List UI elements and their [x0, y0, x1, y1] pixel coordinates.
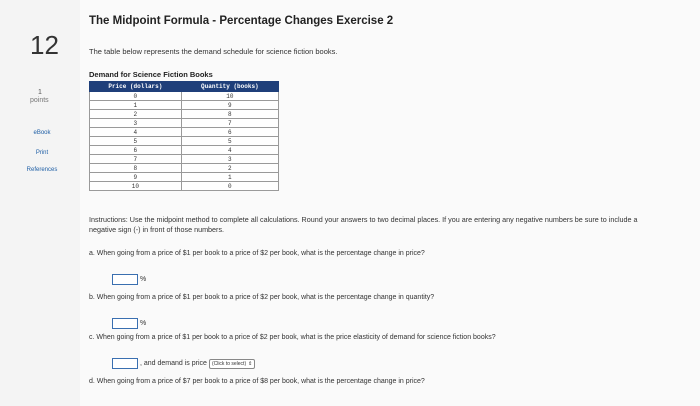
table-row	[90, 164, 279, 173]
page-title: The Midpoint Formula - Percentage Changes Exercise 2	[89, 15, 394, 27]
quantity-cell: 10	[181, 92, 278, 101]
price-cell: 4	[90, 128, 182, 137]
quantity-cell: 5	[181, 137, 278, 146]
table-row	[90, 128, 279, 137]
instructions-label: Instructions:	[89, 215, 128, 224]
quantity-cell: 2	[181, 164, 278, 173]
price-cell: 10	[90, 182, 182, 191]
quantity-cell: 8	[181, 110, 278, 119]
quantity-cell: 1	[181, 173, 278, 182]
sidebar	[0, 0, 80, 406]
percent-unit: %	[140, 320, 147, 327]
price-cell: 0	[90, 92, 182, 101]
points-value: 1	[38, 89, 42, 96]
instructions	[89, 215, 664, 235]
quantity-header: Quantity (books)	[181, 82, 278, 92]
chevron-down-icon: ⇕	[248, 360, 253, 367]
question-a: a. When going from a price of $1 per book to a price of $2 per book, what is the percentage change in price?	[89, 250, 425, 257]
price-cell: 3	[90, 119, 182, 128]
table-row	[90, 146, 279, 155]
price-cell: 8	[90, 164, 182, 173]
table-row	[90, 92, 279, 101]
answer-b-input[interactable]	[112, 318, 138, 329]
question-c: c. When going from a price of $1 per book to a price of $2 per book, what is the price elasticity of demand for science fiction books?	[89, 334, 496, 341]
quantity-cell: 3	[181, 155, 278, 164]
table-caption: Demand for Science Fiction Books	[89, 70, 213, 79]
ebook-link[interactable]: eBook	[33, 130, 51, 136]
price-cell: 1	[90, 101, 182, 110]
print-link[interactable]: Print	[35, 150, 49, 156]
points-label: points	[30, 97, 49, 104]
select-label: (Click to select)	[211, 360, 247, 367]
answer-a-input[interactable]	[112, 274, 138, 285]
quantity-cell: 6	[181, 128, 278, 137]
answer-c-row	[112, 358, 255, 369]
answer-c-input[interactable]	[112, 358, 138, 369]
price-cell: 5	[90, 137, 182, 146]
table-row	[90, 110, 279, 119]
price-cell: 6	[90, 146, 182, 155]
quantity-cell: 0	[181, 182, 278, 191]
instructions-text: Use the midpoint method to complete all calculations. Round your answers to two decimal places. If you are entering any negative numbers be sure to include a negative sign (-) in front of those numbers.	[89, 215, 638, 234]
question-b: b. When going from a price of $1 per book to a price of $2 per book, what is the percentage change in quantity?	[89, 294, 435, 301]
question-d: d. When going from a price of $7 per book to a price of $8 per book, what is the percentage change in price?	[89, 378, 425, 385]
quantity-cell: 4	[181, 146, 278, 155]
table-row	[90, 137, 279, 146]
price-cell: 7	[90, 155, 182, 164]
table-row	[90, 155, 279, 164]
answer-a-row	[112, 274, 146, 285]
intro-text: The table below represents the demand schedule for science fiction books.	[89, 47, 338, 56]
table-row	[90, 119, 279, 128]
quantity-cell: 9	[181, 101, 278, 110]
elasticity-select[interactable]	[209, 359, 255, 369]
answer-b-row	[112, 318, 146, 329]
table-row	[90, 101, 279, 110]
table-row	[90, 173, 279, 182]
table-row	[90, 182, 279, 191]
price-cell: 2	[90, 110, 182, 119]
percent-unit: %	[140, 276, 147, 283]
demand-table	[89, 81, 279, 191]
references-link[interactable]: References	[26, 167, 58, 173]
demand-suffix: , and demand is price	[140, 360, 207, 367]
price-cell: 9	[90, 173, 182, 182]
price-header: Price (dollars)	[90, 82, 182, 92]
quantity-cell: 7	[181, 119, 278, 128]
question-number: 12	[30, 30, 59, 60]
